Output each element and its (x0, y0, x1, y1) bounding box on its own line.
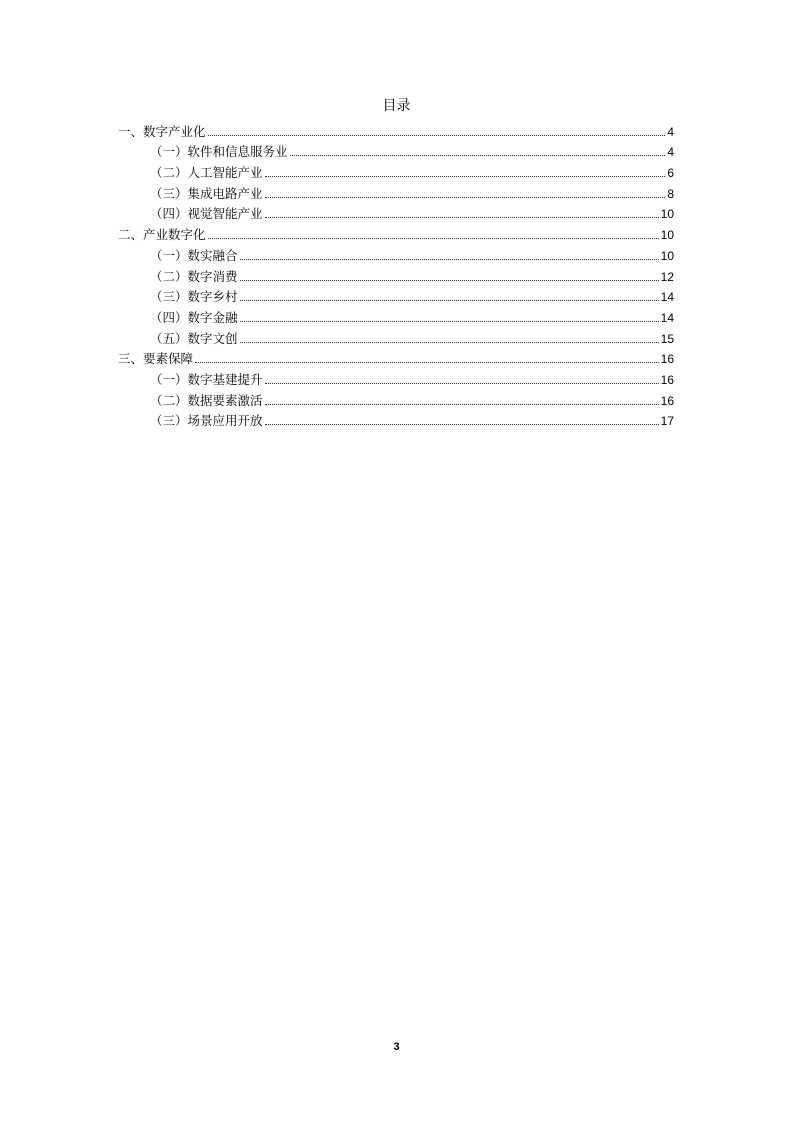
toc-entry-label: （四）数字金融 (150, 309, 238, 325)
toc-dot-leader (208, 237, 659, 239)
toc-entry-label: 一、数字产业化 (118, 123, 206, 139)
toc-entry-section-2[interactable] (118, 222, 674, 243)
toc-entry-subsection[interactable] (118, 140, 674, 161)
toc-entry-label: 三、要素保障 (118, 351, 194, 367)
toc-entry-subsection[interactable] (118, 305, 674, 326)
toc-entry-label: （二）数据要素激活 (150, 392, 263, 408)
toc-entry-subsection[interactable] (118, 326, 674, 347)
toc-dot-leader (195, 361, 659, 363)
toc-entry-page: 17 (660, 414, 674, 429)
toc-entry-label: （四）视觉智能产业 (150, 206, 263, 222)
toc-entry-label: （一）数实融合 (150, 247, 238, 263)
toc-entry-subsection[interactable] (118, 409, 674, 430)
toc-dot-leader (290, 154, 666, 156)
toc-entry-subsection[interactable] (118, 285, 674, 306)
toc-dot-leader (240, 299, 659, 301)
toc-entry-section-1[interactable] (118, 119, 674, 140)
toc-dot-leader (240, 258, 659, 260)
toc-entry-label: （三）集成电路产业 (150, 185, 263, 201)
toc-entry-subsection[interactable] (118, 264, 674, 285)
toc-entry-subsection[interactable] (118, 367, 674, 388)
toc-entry-label: 二、产业数字化 (118, 227, 206, 243)
toc-entry-label: （三）数字乡村 (150, 289, 238, 305)
toc-entry-page: 16 (660, 352, 674, 367)
toc-entry-page: 6 (667, 166, 674, 181)
toc-entry-page: 4 (667, 145, 674, 160)
toc-entry-page: 15 (660, 331, 674, 346)
page-number: 3 (393, 1041, 400, 1053)
toc-entry-page: 8 (667, 186, 674, 201)
toc-dot-leader (265, 423, 659, 425)
toc-dot-leader (265, 403, 659, 405)
toc-entry-label: （二）人工智能产业 (150, 165, 263, 181)
toc-dot-leader (208, 134, 666, 136)
toc-dot-leader (265, 216, 659, 218)
toc-entry-page: 10 (660, 228, 674, 243)
toc-dot-leader (265, 382, 659, 384)
toc-entry-subsection[interactable] (118, 388, 674, 409)
toc-dot-leader (240, 320, 659, 322)
toc-title: 目录 (382, 98, 411, 114)
toc-entry-section-3[interactable] (118, 347, 674, 368)
toc-dot-leader (265, 175, 666, 177)
toc-entry-subsection[interactable] (118, 181, 674, 202)
toc-entry-label: （五）数字文创 (150, 330, 238, 346)
toc-entry-label: （一）软件和信息服务业 (150, 144, 288, 160)
toc-entry-label: （二）数字消费 (150, 268, 238, 284)
toc-entry-page: 16 (660, 372, 674, 387)
toc-dot-leader (240, 341, 659, 343)
toc-entry-page: 4 (667, 124, 674, 139)
toc-dot-leader (265, 196, 666, 198)
toc-entry-subsection[interactable] (118, 160, 674, 181)
toc-dot-leader (240, 279, 659, 281)
table-of-contents (118, 119, 674, 429)
toc-entry-page: 14 (660, 310, 674, 325)
toc-entry-subsection[interactable] (118, 243, 674, 264)
toc-entry-label: （一）数字基建提升 (150, 371, 263, 387)
toc-entry-label: （三）场景应用开放 (150, 413, 263, 429)
toc-entry-page: 10 (660, 248, 674, 263)
toc-entry-page: 16 (660, 393, 674, 408)
toc-entry-subsection[interactable] (118, 202, 674, 223)
toc-entry-page: 12 (660, 269, 674, 284)
toc-entry-page: 14 (660, 290, 674, 305)
toc-entry-page: 10 (660, 207, 674, 222)
